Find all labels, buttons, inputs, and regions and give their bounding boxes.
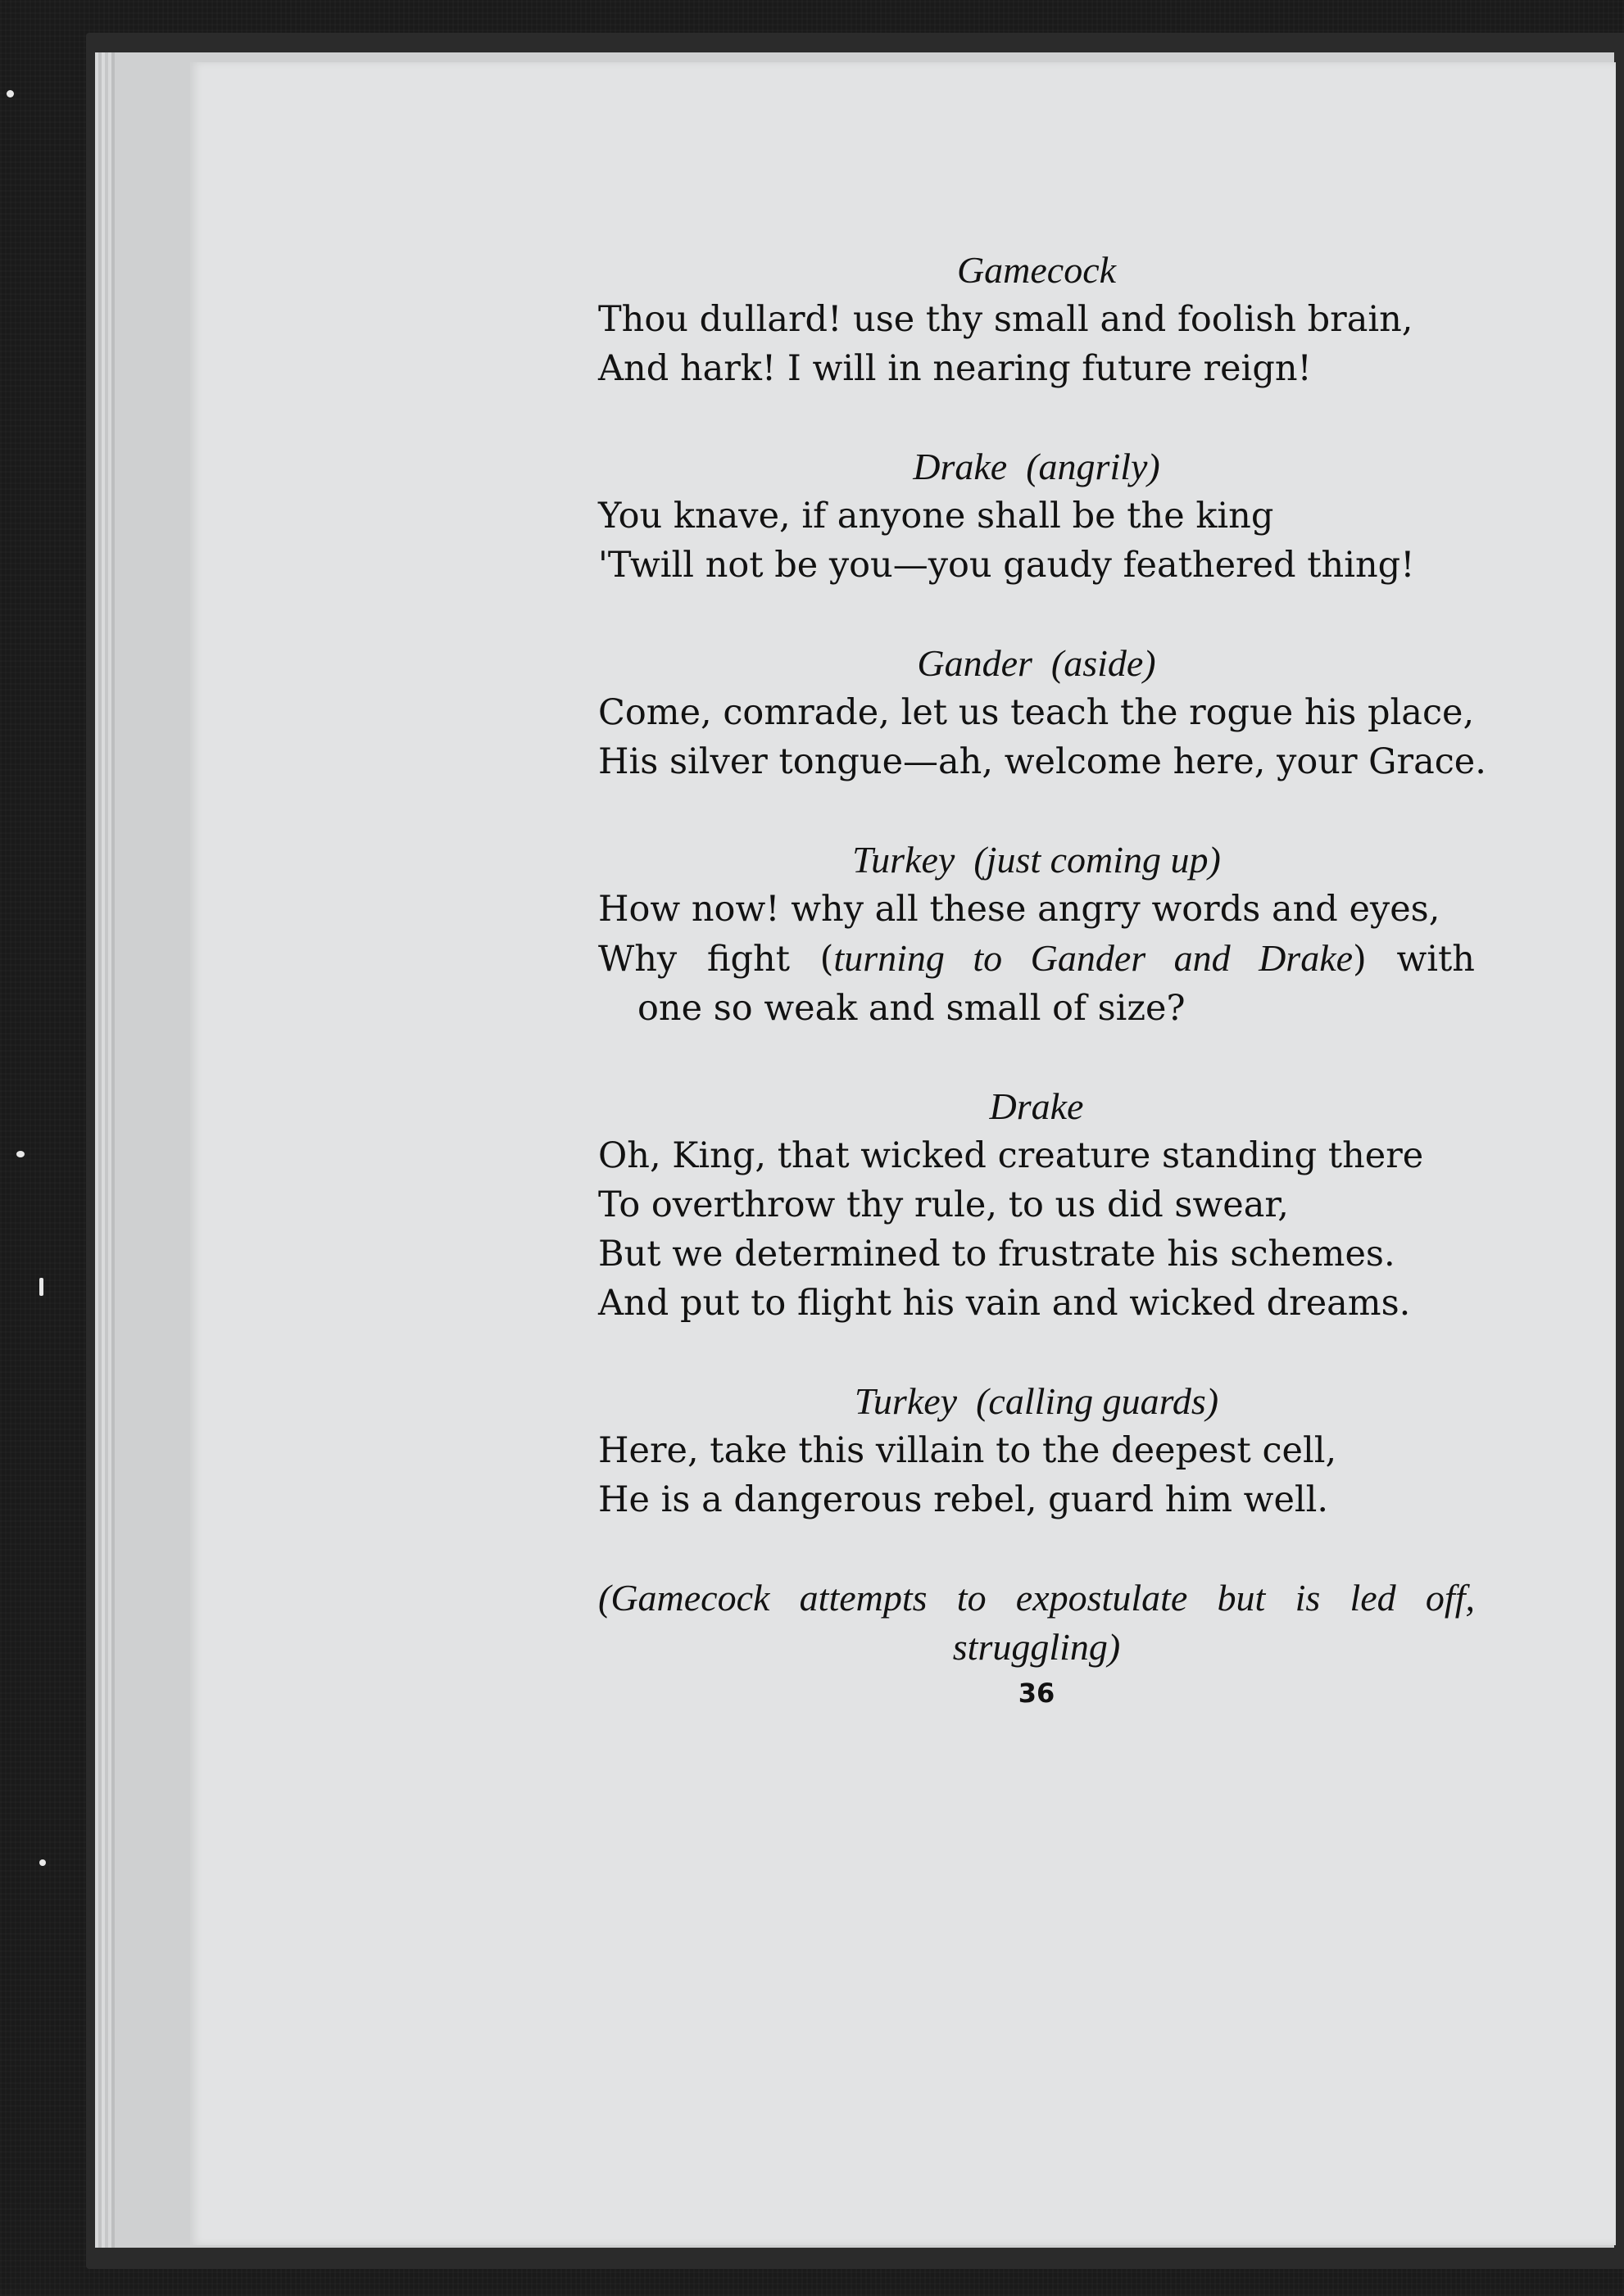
speaker-heading [598, 442, 1475, 491]
verse-line-continuation: one so weak and small of size? [637, 988, 1186, 1029]
play-text [598, 246, 1486, 1672]
speech-drake-angrily [598, 442, 1475, 590]
verse-text: ) with [1353, 939, 1475, 980]
verse-line: Here, take this villain to the deepest cell, [598, 1430, 1337, 1471]
dust-speck [7, 90, 14, 97]
verse-line: How now! why all these angry words and eyes, [598, 889, 1440, 930]
verse-line: Thou dullard! use thy small and foolish brain, [598, 299, 1413, 340]
speaker-heading [598, 246, 1475, 295]
speaker-heading [598, 1377, 1475, 1426]
verse-line: To overthrow thy rule, to us did swear, [598, 1184, 1289, 1225]
page-number: 36 [1018, 1678, 1055, 1709]
speaker-name: Drake [989, 1085, 1084, 1127]
speech-drake [598, 1082, 1475, 1328]
speech-gamecock [598, 246, 1475, 393]
verse-line: You knave, if anyone shall be the king [598, 496, 1274, 537]
speaker-direction: (aside) [1050, 642, 1156, 684]
speaker-name: Drake [913, 446, 1008, 487]
verse-line-with-direction [598, 934, 1475, 984]
verse-line: But we determined to frustrate his schemes. [598, 1234, 1395, 1275]
speech-turkey-coming-up [598, 836, 1475, 1033]
speaker-heading [598, 639, 1475, 688]
closing-stage-direction [598, 1574, 1475, 1672]
speaker-name: Gander [917, 642, 1032, 684]
verse-line: His silver tongue—ah, welcome here, your Grace. [598, 741, 1486, 782]
verse-line: And put to flight his vain and wicked dreams. [598, 1283, 1411, 1324]
speaker-heading [598, 836, 1475, 885]
verse-text: Why fight ( [598, 939, 834, 980]
dust-speck [16, 1151, 25, 1157]
speech-gander-aside [598, 639, 1486, 786]
verse-line: Oh, King, that wicked creature standing there [598, 1135, 1424, 1176]
speaker-direction: (just coming up) [973, 839, 1221, 881]
speaker-direction: (calling guards) [976, 1380, 1219, 1422]
speaker-heading [598, 1082, 1475, 1131]
speaker-name: Turkey [852, 839, 955, 881]
verse-line: And hark! I will in nearing future reign! [598, 348, 1312, 389]
stage-direction-line: struggling) [952, 1626, 1121, 1668]
dust-speck [39, 1859, 46, 1866]
speaker-name: Gamecock [956, 249, 1117, 291]
verse-line: 'Twill not be you—you gaudy feathered thing! [598, 545, 1415, 586]
dust-speck [39, 1278, 43, 1296]
verse-line: He is a dangerous rebel, guard him well. [598, 1479, 1329, 1520]
speech-turkey-calling-guards [598, 1377, 1475, 1524]
inline-stage-direction: turning to Gander and Drake [833, 937, 1354, 979]
stage-direction-line: (Gamecock attempts to expostulate but is led off, [598, 1577, 1475, 1619]
speaker-name: Turkey [854, 1380, 958, 1422]
verse-line: Come, comrade, let us teach the rogue his place, [598, 692, 1475, 733]
speaker-direction: (angrily) [1026, 446, 1160, 487]
